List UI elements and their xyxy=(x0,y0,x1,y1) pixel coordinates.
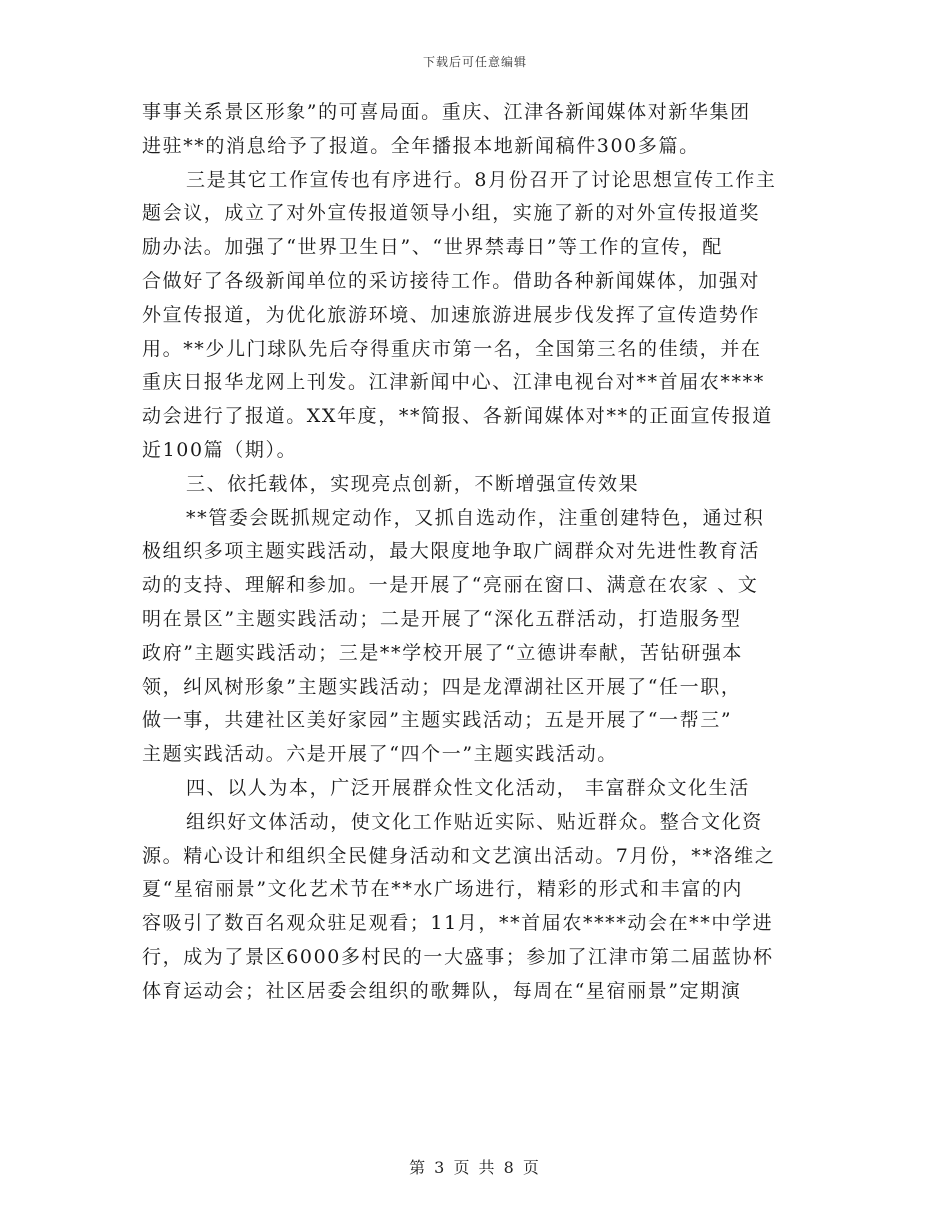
text-line: 领，纠风树形象”主题实践活动；四是龙潭湖社区开展了“任一职， xyxy=(142,675,742,698)
text-line: 源。精心设计和组织全民健身活动和文艺演出活动。7月份，**洛维之 xyxy=(142,844,776,867)
text-line: 行，成为了景区6000多村民的一大盛事；参加了江津市第二届蓝协杯 xyxy=(142,945,774,968)
text-line: 主题实践活动。六是开展了“四个一”主题实践活动。 xyxy=(142,743,618,766)
text-line: 动的支持、理解和参加。一是开展了“亮丽在窗口、满意在农家 、文 xyxy=(142,574,759,597)
text-line: 合做好了各级新闻单位的采访接待工作。借助各种新闻媒体，加强对 xyxy=(142,269,761,292)
text-line: 做一事，共建社区美好家园”主题实践活动；五是开展了“一帮三” xyxy=(142,709,733,732)
text-line: **管委会既抓规定动作，又抓自选动作，注重创建特色，通过积 xyxy=(186,506,765,529)
text-line: 组织好文体活动，使文化工作贴近实际、贴近群众。整合文化资 xyxy=(186,810,763,833)
text-line: 近100篇（期）。 xyxy=(142,438,298,461)
text-line: 容吸引了数百名观众驻足观看；11月，**首届农****动会在**中学进 xyxy=(142,912,774,935)
text-line: 体育运动会；社区居委会组织的歌舞队，每周在“星宿丽景”定期演 xyxy=(142,979,742,1002)
text-line: 题会议，成立了对外宣传报道领导小组，实施了新的对外宣传报道奖 xyxy=(142,202,761,225)
page-header: 下载后可任意编辑 xyxy=(422,55,527,69)
text-line: 三是其它工作宣传也有序进行。8月份召开了讨论思想宣传工作主 xyxy=(186,168,777,191)
text-line: 政府”主题实践活动；三是**学校开展了“立德讲奉献，苦钻研强本 xyxy=(142,641,744,664)
text-line: 重庆日报华龙网上刊发。江津新闻中心、江津电视台对**首届农**** xyxy=(142,371,765,394)
text-line: 进驻**的消息给予了报道。全年播报本地新闻稿件300多篇。 xyxy=(142,134,700,157)
text-line: 四、以人为本，广泛开展群众性文化活动， 丰富群众文化生活 xyxy=(186,776,750,799)
text-line: 用。**少儿门球队先后夺得重庆市第一名，全国第三名的佳绩，并在 xyxy=(142,337,762,360)
text-line: 极组织多项主题实践活动，最大限度地争取广阔群众对先进性教育活 xyxy=(142,540,761,563)
text-line: 三、依托载体，实现亮点创新，不断增强宣传效果 xyxy=(186,472,640,495)
document-body xyxy=(142,96,814,1009)
page-number: 第 3 页 共 8 页 xyxy=(409,1158,541,1177)
text-line: 外宣传报道，为优化旅游环境、加速旅游进展步伐发挥了宣传造势作 xyxy=(142,303,761,326)
text-line: 动会进行了报道。XX年度，**简报、各新闻媒体对**的正面宣传报道 xyxy=(142,405,773,428)
text-line: 夏“星宿丽景”文化艺术节在**水广场进行，精彩的形式和丰富的内 xyxy=(142,878,744,901)
text-line: 事事关系景区形象”的可喜局面。重庆、江津各新闻媒体对新华集团 xyxy=(142,101,751,123)
text-line: 励办法。加强了“世界卫生日”、“世界禁毒日”等工作的宣传，配 xyxy=(142,236,723,259)
text-line: 明在景区”主题实践活动；二是开展了“深化五群活动，打造服务型 xyxy=(142,607,742,630)
